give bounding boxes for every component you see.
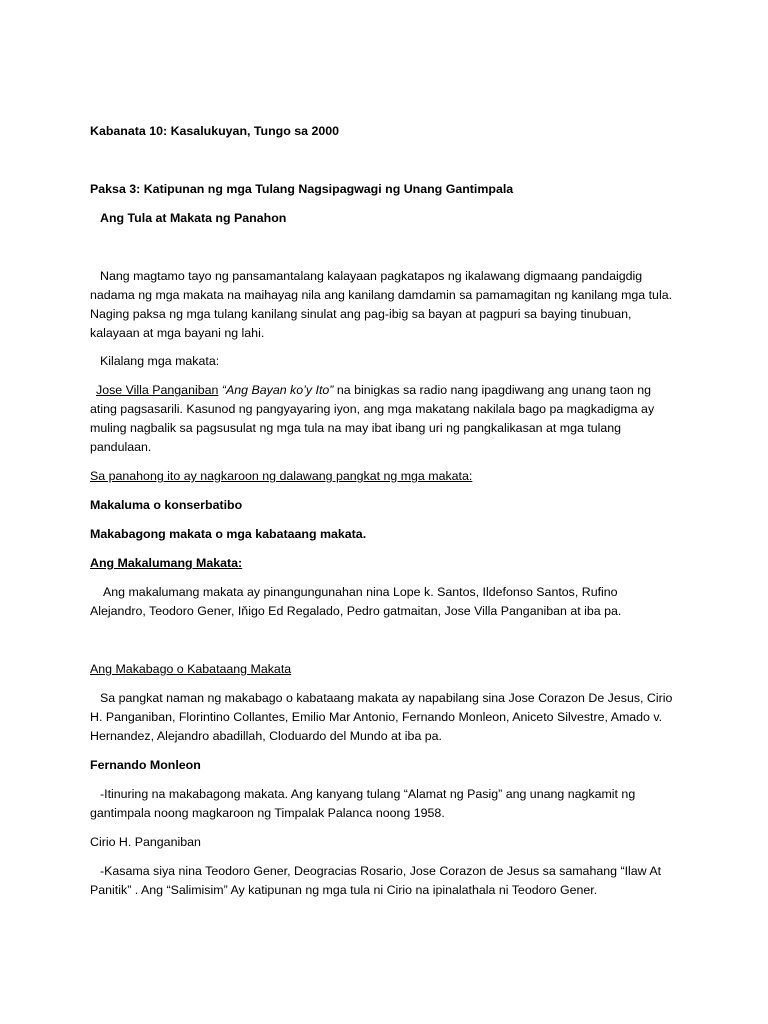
topic-title: Paksa 3: Katipunan ng mga Tulang Nagsipagwagi ng Unang Gantimpala: [90, 182, 514, 196]
monleon-heading: Fernando Monleon: [90, 758, 201, 772]
group-old: Makaluma o konserbatibo: [90, 498, 243, 512]
jose-line-4: pandulaan.: [90, 440, 152, 454]
jose-line-3: muling nagbalik sa pagsusulat ng mga tula na may ibat ibang uri ng pangkalikasan at mga tulang: [90, 421, 622, 435]
poem-title: “Ang Bayan ko’y Ito”: [221, 383, 334, 397]
panahon-line: Sa panahong ito ay nagkaroon ng dalawang pangkat ng mga makata:: [90, 469, 473, 483]
old-heading: Ang Makalumang Makata:: [90, 556, 243, 570]
cirio-heading: Cirio H. Panganiban: [90, 835, 201, 849]
group-new: Makabagong makata o mga kabataang makata.: [90, 527, 367, 541]
cirio-line-1: -Kasama siya nina Teodoro Gener, Deogracias Rosario, Jose Corazon de Jesus sa samahang “Ilaw At: [100, 864, 662, 878]
new-heading: Ang Makabago o Kabataang Makata: [90, 662, 292, 676]
new-line-2: H. Panganiban, Florintino Collantes, Emilio Mar Antonio, Fernando Monleon, Aniceto Silvestre, Amado v.: [90, 710, 663, 724]
cirio-line-2: Panitik” . Ang “Salimisim” Ay katipunan ng mga tula ni Cirio na ipinalathala ni Teodoro Gener.: [90, 883, 598, 897]
intro-line-4: kalayaan at mga bayani ng lahi.: [90, 326, 265, 340]
intro-line-1: Nang magtamo tayo ng pansamantalang kalayaan pagkatapos ng ikalawang digmaang pandaigdig: [100, 269, 643, 283]
new-line-1: Sa pangkat naman ng makabago o kabataang makata ay napabilang sina Jose Corazon De Jesus, Cirio: [100, 691, 673, 705]
subtopic-title: Ang Tula at Makata ng Panahon: [100, 211, 287, 225]
document-page: [90, 0, 690, 1024]
jose-line-1: [96, 382, 651, 398]
intro-line-2: nadama ng mga makata na maihayag nila ang kanilang damdamin sa pamamagitan ng kanilang mga tula.: [90, 288, 673, 302]
new-line-3: Hernandez, Alejandro abadillah, Cloduardo del Mundo at iba pa.: [90, 729, 443, 743]
monleon-line-2: gantimpala noong magkaroon ng Timpalak Palanca noong 1958.: [90, 806, 445, 820]
jose-line-1-rest: na binigkas sa radio nang ipagdiwang ang unang taon ng: [333, 383, 652, 397]
intro-line-3: Naging paksa ng mga tulang kanilang sinulat ang pag-ibig sa bayan at pagpuri sa baying tinubuan,: [90, 307, 632, 321]
jose-line-2: ating pagsasarili. Kasunod ng pangyayaring iyon, ang mga makatang nakilala bago pa magkadigma ay: [90, 402, 655, 416]
monleon-line-1: -Itinuring na makabagong makata. Ang kanyang tulang “Alamat ng Pasig” ang unang nagkamit ng: [100, 787, 636, 801]
kilalang-label: Kilalang mga makata:: [100, 354, 220, 368]
old-line-2: Alejandro, Teodoro Gener, Iňigo Ed Regalado, Pedro gatmaitan, Jose Villa Panganiban at iba pa.: [90, 604, 622, 618]
poet-name-link: Jose Villa Panganiban: [96, 383, 219, 397]
chapter-title: Kabanata 10: Kasalukuyan, Tungo sa 2000: [90, 124, 340, 138]
old-line-1: Ang makalumang makata ay pinangungunahan nina Lope k. Santos, Ildefonso Santos, Rufino: [103, 585, 618, 599]
